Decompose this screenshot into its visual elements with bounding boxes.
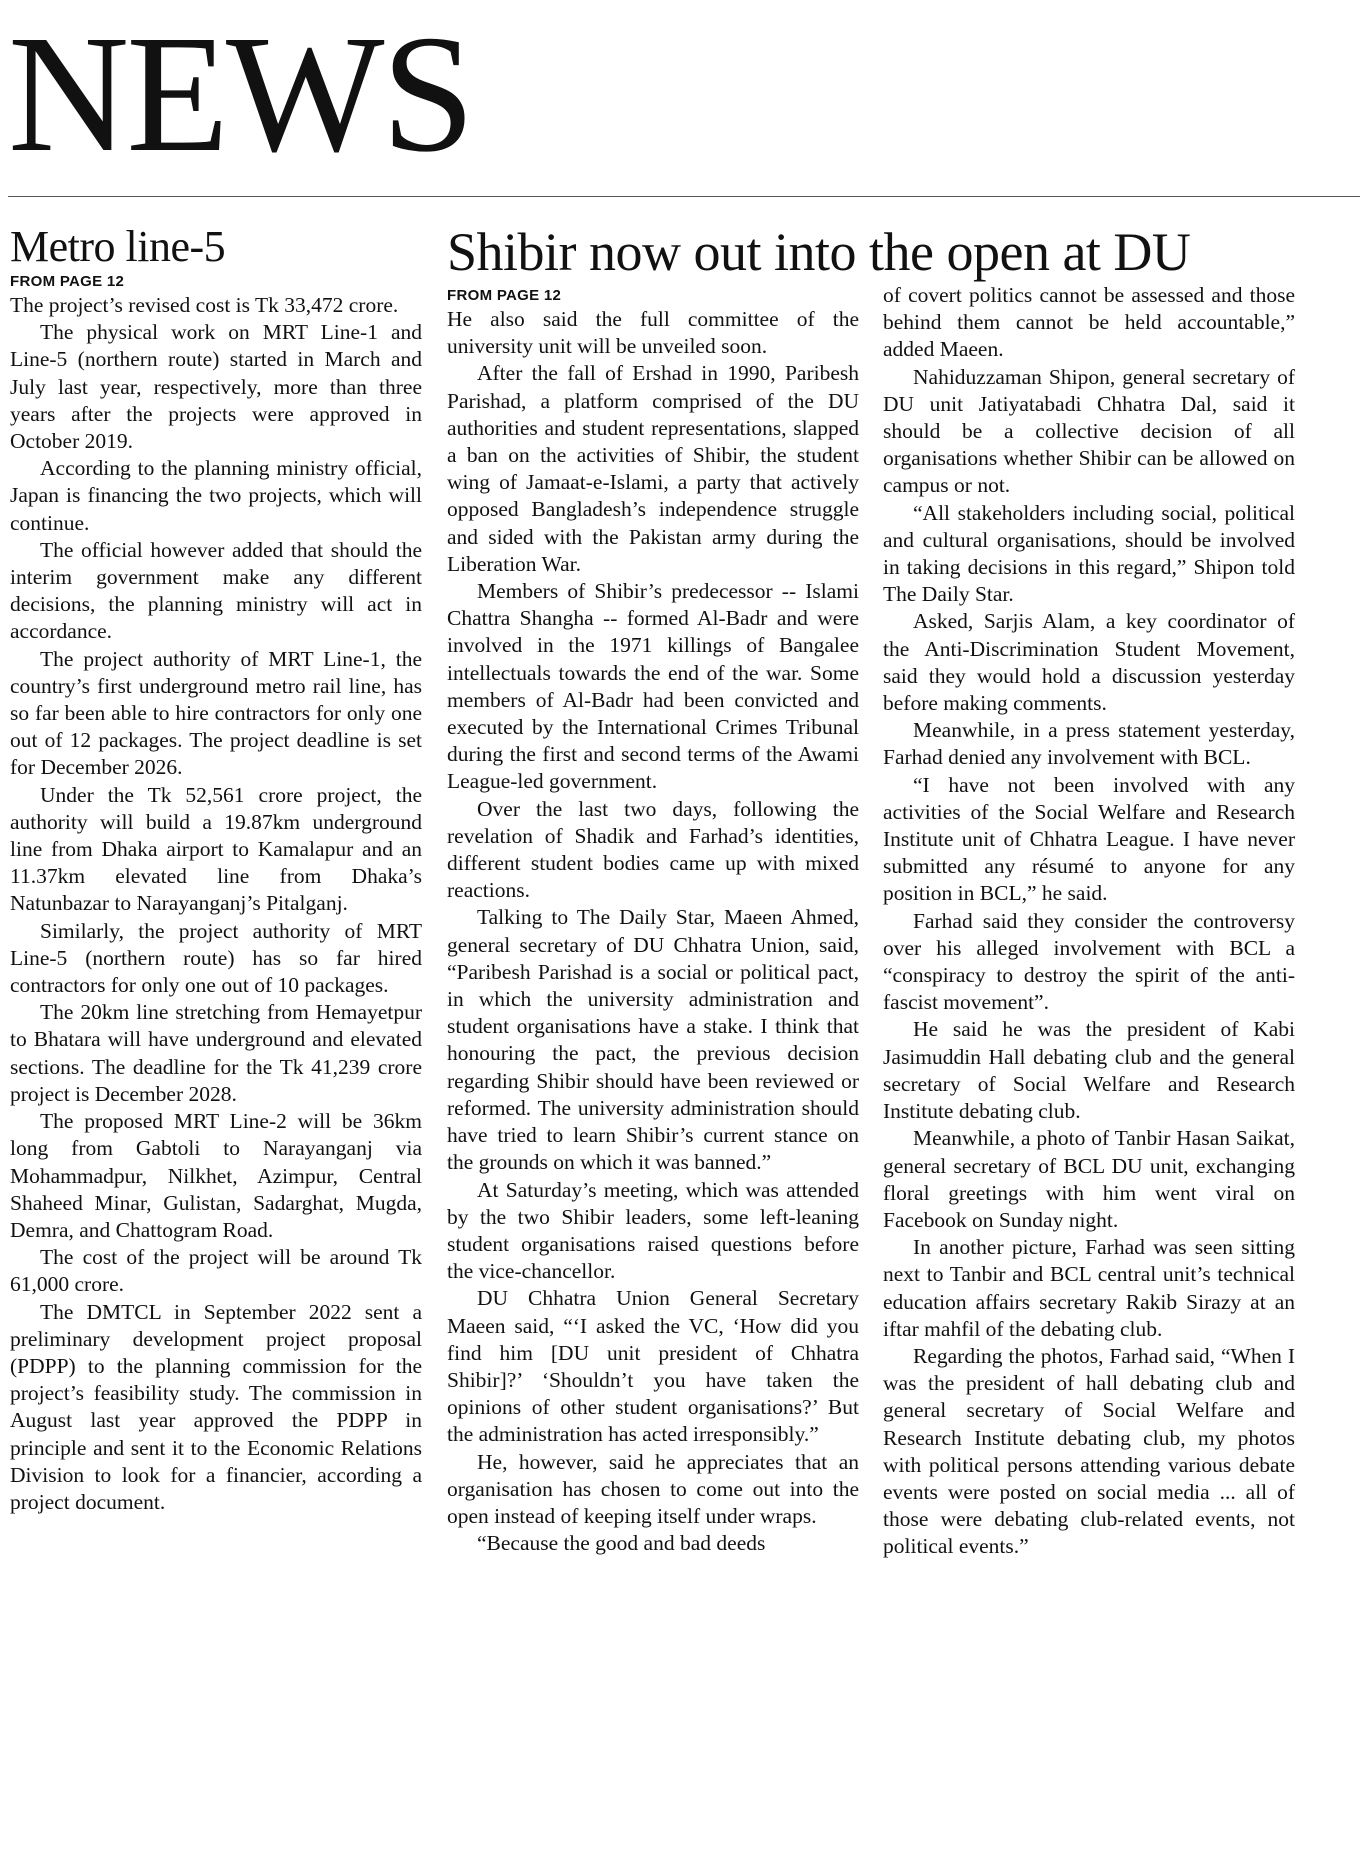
article-paragraph: At Saturday’s meeting, which was attended by the two Shibir leaders, some left-leaning student organisations raised questions before the vice-chancellor. bbox=[447, 1177, 859, 1284]
article-paragraph: “All stakeholders including social, political and cultural organisations, should be involved in taking decisions in this regard,” Shipon told The Daily Star. bbox=[883, 500, 1295, 607]
main-article-jump-label: FROM PAGE 12 bbox=[447, 287, 562, 304]
article-paragraph: The official however added that should the interim government make any different decisions, the planning ministry will act in accordance. bbox=[10, 537, 422, 644]
masthead-rule bbox=[8, 196, 1360, 197]
article-paragraph: Farhad said they consider the controversy over his alleged involvement with BCL a “conspiracy to destroy the spirit of the anti-fascist movement”. bbox=[883, 908, 1295, 1015]
article-paragraph: He also said the full committee of the university unit will be unveiled soon. bbox=[447, 307, 859, 359]
main-article-column-2 bbox=[883, 282, 1295, 1561]
left-article-body bbox=[10, 292, 422, 1516]
article-paragraph: “I have not been involved with any activities of the Social Welfare and Research Institute unit of Chhatra League. I have never submitted any résumé to anyone for any position in BCL,” he said. bbox=[883, 772, 1295, 906]
article-paragraph: He, however, said he appreciates that an organisation has chosen to come out into the open instead of keeping itself under wraps. bbox=[447, 1449, 859, 1528]
main-article-column-1 bbox=[447, 286, 859, 1557]
main-article-headline: Shibir now out into the open at DU bbox=[447, 222, 1191, 282]
article-paragraph: After the fall of Ershad in 1990, Paribesh Parishad, a platform comprised of the DU authorities and student representations, slapped a ban on the activities of Shibir, the student wing of Jamaat-e-Islami, a party that actively opposed Bangladesh’s independence struggle and sided with the Pakistan army during the Liberation War. bbox=[447, 361, 859, 576]
article-paragraph: Regarding the photos, Farhad said, “When I was the president of hall debating club and general secretary of Social Welfare and Research Institute debating club, my photos with political persons attending various debate events were posted on social media ... all of those were debating club-related events, not political events.” bbox=[883, 1343, 1295, 1559]
article-paragraph: Similarly, the project authority of MRT Line-5 (northern route) has so far hired contractors for only one out of 10 packages. bbox=[10, 918, 422, 998]
article-paragraph: According to the planning ministry official, Japan is financing the two projects, which will continue. bbox=[10, 456, 422, 535]
left-article-headline: Metro line-5 bbox=[10, 222, 226, 271]
article-paragraph: DU Chhatra Union General Secretary Maeen said, “‘I asked the VC, ‘How did you find him [DU unit president of Chhatra Shibir]?’ ‘Shouldn’t you have taken the opinions of other student organisations?’ But the administration has acted irresponsibly.” bbox=[447, 1286, 859, 1447]
article-paragraph: Meanwhile, in a press statement yesterday, Farhad denied any involvement with BCL. bbox=[883, 718, 1295, 770]
article-paragraph: The project’s revised cost is Tk 33,472 crore. bbox=[10, 293, 399, 317]
article-paragraph: The DMTCL in September 2022 sent a preliminary development project proposal (PDPP) to the planning commission for the project’s feasibility study. The commission in August last year approved the PDPP in principle and sent it to the Economic Relations Division to look for a financier, according a project document. bbox=[10, 1299, 422, 1514]
left-article-jump-label: FROM PAGE 12 bbox=[10, 273, 125, 290]
article-paragraph: The physical work on MRT Line-1 and Line-5 (northern route) started in March and July last year, respectively, more than three years after the projects were approved in October 2019. bbox=[10, 320, 422, 454]
article-paragraph: of covert politics cannot be assessed and those behind them cannot be held accountable,” added Maeen. bbox=[883, 283, 1295, 362]
article-paragraph: Asked, Sarjis Alam, a key coordinator of the Anti-Discrimination Student Movement, said they would hold a discussion yesterday before making comments. bbox=[883, 609, 1295, 716]
article-paragraph: Under the Tk 52,561 crore project, the authority will build a 19.87km underground line from Dhaka airport to Kamalapur and an 11.37km elevated line from Dhaka’s Natunbazar to Narayanganj’s Pitalganj. bbox=[10, 782, 422, 916]
article-paragraph: The 20km line stretching from Hemayetpur to Bhatara will have underground and elevated sections. The deadline for the Tk 41,239 crore project is December 2028. bbox=[10, 1000, 422, 1106]
article-paragraph: Talking to The Daily Star, Maeen Ahmed, general secretary of DU Chhatra Union, said, “Paribesh Parishad is a social or political pact, in which the university administration and student organisations have a stake. I think that honouring the pact, the previous decision regarding Shibir should have been reviewed or reformed. The university administration should have tried to learn Shibir’s current stance on the grounds on which it was banned.” bbox=[447, 905, 859, 1175]
article-paragraph: The project authority of MRT Line-1, the country’s first underground metro rail line, has so far been able to hire contractors for only one out of 12 packages. The project deadline is set for December 2026. bbox=[10, 646, 422, 780]
article-paragraph: Members of Shibir’s predecessor -- Islami Chattra Shangha -- formed Al-Badr and were involved in the 1971 killings of Bangalee intellectuals towards the end of the war. Some members of Al-Badr had been convicted and executed by the International Crimes Tribunal during the first and second terms of the Awami League-led government. bbox=[447, 579, 859, 794]
article-paragraph: “Because the good and bad deeds bbox=[477, 1531, 766, 1556]
article-paragraph: Nahiduzzaman Shipon, general secretary of DU unit Jatiyatabadi Chhatra Dal, said it should be a collective decision of all organisations whether Shibir can be allowed on campus or not. bbox=[883, 364, 1295, 498]
article-paragraph: In another picture, Farhad was seen sitting next to Tanbir and BCL central unit’s technical education affairs secretary Rakib Sirazy at an iftar mahfil of the debating club. bbox=[883, 1235, 1295, 1341]
article-paragraph: He said he was the president of Kabi Jasimuddin Hall debating club and the general secretary of Social Welfare and Research Institute debating club. bbox=[883, 1017, 1295, 1124]
section-masthead: NEWS bbox=[8, 1, 472, 187]
article-paragraph: Over the last two days, following the revelation of Shadik and Farhad’s identities, different student bodies came up with mixed reactions. bbox=[447, 796, 859, 903]
left-article bbox=[10, 222, 422, 1516]
article-paragraph: The cost of the project will be around Tk 61,000 crore. bbox=[10, 1245, 422, 1297]
article-paragraph: The proposed MRT Line-2 will be 36km long from Gabtoli to Narayanganj via Mohammadpur, Nilkhet, Azimpur, Central Shaheed Minar, Gulistan, Sadarghat, Mugda, Demra, and Chattogram Road. bbox=[10, 1109, 422, 1242]
article-paragraph: Meanwhile, a photo of Tanbir Hasan Saikat, general secretary of BCL DU unit, exchanging floral greetings with him went viral on Facebook on Sunday night. bbox=[883, 1126, 1295, 1232]
